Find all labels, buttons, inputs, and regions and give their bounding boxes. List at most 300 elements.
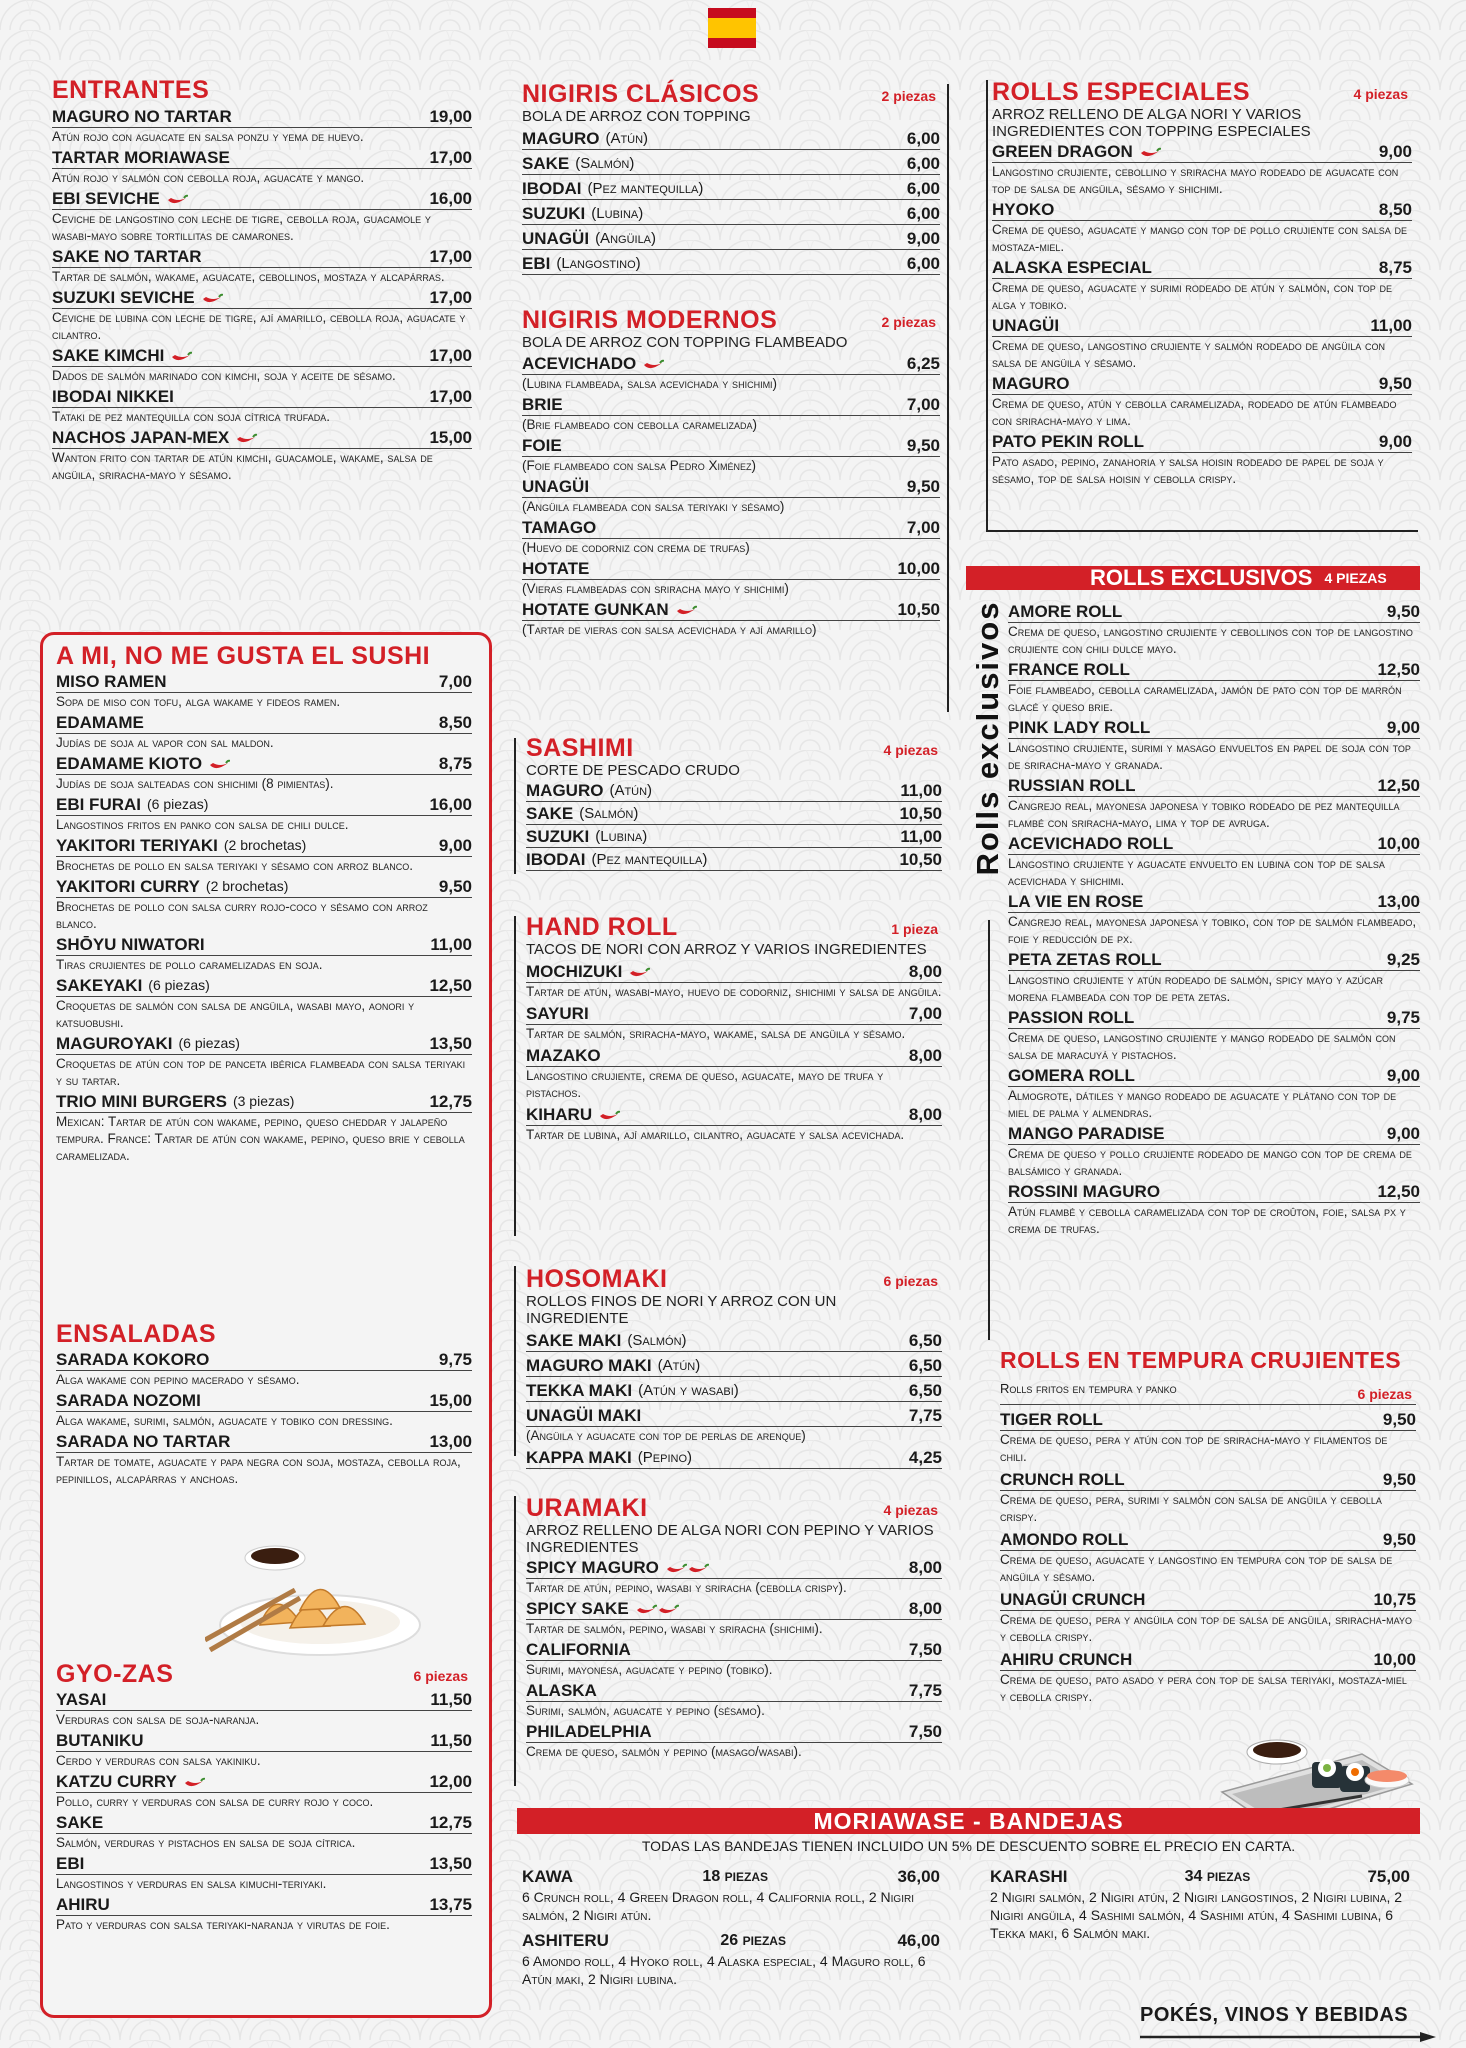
menu-item (526, 1721, 942, 1760)
item-name: PETA ZETAS ROLL (1008, 950, 1162, 969)
item-price: 12,75 (429, 1092, 472, 1111)
item-name-group (522, 153, 634, 174)
item-name: SAKE KIMCHI (52, 346, 165, 365)
menu-item (522, 253, 940, 275)
item-name: FOIE (522, 436, 562, 455)
item-price: 10,75 (1373, 1590, 1416, 1609)
chili-icon (170, 349, 192, 363)
item-row (526, 1405, 942, 1427)
item-name-group (1000, 1409, 1103, 1430)
tray-price: 36,00 (897, 1867, 940, 1886)
pieces-label: 4 piezas (1353, 86, 1408, 102)
item-name-group (52, 427, 257, 448)
item-row (526, 849, 942, 871)
item-row (526, 1447, 942, 1469)
tray-count-group (1185, 1866, 1251, 1888)
item-name: SPICY MAGURO (526, 1558, 659, 1577)
item-row (522, 476, 940, 498)
item-price: 9,00 (906, 229, 940, 248)
menu-item (526, 1557, 942, 1596)
item-description: Tartar de tomate, aguacate y papa negra con soja, mostaza, cebolla roja, pepinillos, alcapárras y anchoas. (56, 1454, 461, 1486)
item-row (1000, 1649, 1416, 1671)
item-name-group (56, 1390, 201, 1411)
item-row (1008, 717, 1420, 739)
item-name-group (992, 199, 1054, 220)
item-name-group (526, 1355, 700, 1376)
item-name-group (56, 753, 230, 774)
item-note: (Lubina) (591, 205, 644, 222)
item-name-group (992, 315, 1059, 336)
divider (514, 1496, 516, 1786)
pieces-label: 2 piezas (881, 88, 936, 104)
section-no-sushi (56, 642, 472, 1166)
item-price: 6,00 (906, 254, 940, 273)
item-list (56, 1349, 472, 1487)
item-name: KAPPA MAKI (526, 1448, 632, 1467)
item-price: 6,25 (906, 354, 940, 373)
item-list (56, 1689, 472, 1933)
item-name: GREEN DRAGON (992, 142, 1133, 161)
item-name: SAYURI (526, 1004, 589, 1023)
item-note: (Atún) (609, 782, 653, 799)
divider (514, 1266, 516, 1456)
section-title: A MI, NO ME GUSTA EL SUSHI (56, 642, 431, 670)
item-description: (Angüila flambeada con salsa teriyaki y sésamo) (522, 499, 785, 514)
menu-item (52, 188, 472, 244)
item-name-group (522, 353, 664, 374)
item-name: ACEVICHADO (522, 354, 637, 373)
item-row (56, 975, 472, 997)
item-name-group (1008, 775, 1136, 796)
item-name-group (526, 780, 652, 801)
section-sashimi (526, 734, 942, 871)
item-name: AHIRU (56, 1895, 110, 1914)
item-name: SHŌYU NIWATORI (56, 935, 205, 954)
item-name: MISO RAMEN (56, 672, 167, 691)
menu-item (56, 1349, 472, 1388)
item-price: 17,00 (429, 288, 472, 307)
item-row (1008, 775, 1420, 797)
pieces-label: 6 piezas (1357, 1386, 1412, 1402)
item-price: 9,00 (1378, 142, 1412, 161)
item-name-group (522, 203, 643, 224)
item-description: Ceviche de lubina con leche de tigre, ají amarillo, cebolla roja, aguacate y cilantro. (52, 310, 466, 342)
item-row (526, 1680, 942, 1702)
item-description: Tartar de lubina, ají amarillo, cilantro, aguacate y salsa acevichada. (526, 1127, 905, 1142)
item-name-group (56, 1812, 103, 1833)
item-list (1000, 1409, 1416, 1705)
section-title: ENSALADAS (56, 1320, 217, 1348)
item-note: (Salmón) (575, 155, 635, 172)
pieces-label: 4 piezas (883, 1502, 938, 1518)
menu-item (1008, 949, 1420, 1005)
menu-item (526, 961, 942, 1000)
item-price: 17,00 (429, 148, 472, 167)
section-title: ROLLS ESPECIALES (992, 78, 1251, 106)
item-name: LA VIE EN ROSE (1008, 892, 1144, 911)
section-title: HAND ROLL (526, 913, 678, 941)
section-subtitle: TACOS DE NORI CON ARROZ Y VARIOS INGREDIENTES (526, 941, 927, 958)
arrow-right-icon (1140, 2032, 1436, 2042)
tray-count: 18 (702, 1868, 721, 1885)
menu-item (526, 1680, 942, 1719)
menu-item (1000, 1649, 1416, 1705)
item-name-group (522, 253, 641, 274)
item-row (56, 753, 472, 775)
item-price: 6,00 (906, 129, 940, 148)
section-gyozas (56, 1660, 472, 1935)
item-price: 15,00 (429, 428, 472, 447)
item-description: Pato y verduras con salsa teriyaki-naranja y virutas de foie. (56, 1917, 390, 1932)
item-price: 9,50 (1382, 1470, 1416, 1489)
item-price: 19,00 (429, 107, 472, 126)
item-price: 8,00 (908, 962, 942, 981)
section-title: NIGIRIS CLÁSICOS (522, 80, 760, 108)
item-name: SAKE (56, 1813, 104, 1832)
item-name: ROSSINI MAGURO (1008, 1182, 1161, 1201)
item-name: EDAMAME KIOTO (56, 754, 203, 773)
item-name-group (56, 712, 144, 733)
item-name: BRIE (522, 395, 563, 414)
item-row (52, 106, 472, 128)
item-price: 10,00 (1373, 1650, 1416, 1669)
item-row (526, 1380, 942, 1402)
item-name-group (522, 128, 648, 149)
item-note: (Atún y wasabi) (638, 1382, 739, 1399)
item-price: 12,50 (429, 976, 472, 995)
item-description: Crema de queso, aguacate y langostino en tempura con top de salsa de angüila y sésamo. (1000, 1552, 1393, 1584)
item-name: ACEVICHADO ROLL (1008, 834, 1174, 853)
item-name: IBODAI NIKKEI (52, 387, 174, 406)
tray-description: 6 Crunch roll, 4 Green Dragon roll, 4 California roll, 2 Nigiri salmón, 2 Nigiri atún. (522, 1889, 914, 1923)
item-name: YAKITORI CURRY (56, 877, 200, 896)
item-name-group (522, 228, 656, 249)
item-row (1008, 1181, 1420, 1203)
item-row (522, 228, 940, 250)
item-name: UNAGÜI (522, 229, 590, 248)
item-name-group (1008, 1123, 1164, 1144)
item-note: (2 brochetas) (205, 878, 289, 894)
item-name-group (992, 373, 1069, 394)
section-title: MORIAWASE - BANDEJAS (813, 1808, 1124, 1834)
item-row (522, 435, 940, 457)
item-description: Pollo, curry y verduras con salsa de curry rojo y coco. (56, 1794, 374, 1809)
item-row (1008, 891, 1420, 913)
item-description: Langostino crujiente, cebollino y sriracha mayo rodeado de aguacate con top de salsa de angüila, sésamo y shichimi. (992, 164, 1399, 196)
menu-item (526, 1355, 942, 1377)
menu-item (992, 373, 1412, 429)
item-name-group (1008, 891, 1143, 912)
item-name: NACHOS JAPAN-MEX (52, 428, 230, 447)
item-row (1008, 1123, 1420, 1145)
tray-unit: PIEZAS (724, 1870, 769, 1884)
item-row (56, 1730, 472, 1752)
tray-count: 26 (720, 1932, 739, 1949)
item-price: 12,75 (429, 1813, 472, 1832)
section-title: HOSOMAKI (526, 1265, 668, 1293)
item-list (526, 1557, 942, 1760)
menu-item (522, 558, 940, 597)
item-description: Crema de queso, pato asado y pera con top de salsa teriyaki, mostaza-miel y cebolla crispy. (1000, 1672, 1407, 1704)
item-note: (6 piezas) (148, 977, 210, 993)
item-note: (Pez mantequilla) (591, 851, 708, 868)
item-description: Ceviche de langostino con leche de tigre, cebolla roja, guacamole y wasabi-mayo sobre tortillitas de camarones. (52, 211, 431, 243)
menu-item (52, 106, 472, 145)
item-name-group (526, 803, 638, 824)
section-hosomaki (526, 1265, 942, 1469)
item-name-group (52, 345, 192, 366)
menu-item (522, 353, 940, 392)
item-description: Tiras crujientes de pollo caramelizadas en soja. (56, 957, 323, 972)
menu-item (992, 315, 1412, 371)
menu-item (56, 934, 472, 973)
item-name-group (526, 1721, 652, 1742)
menu-item (52, 386, 472, 425)
item-description: Judías de soja salteadas con shichimi (8 pimientas). (56, 776, 334, 791)
item-name: CALIFORNIA (526, 1640, 631, 1659)
item-row (56, 1091, 472, 1113)
item-description: Atún rojo y salmón con cebolla roja, aguacate y mango. (52, 170, 365, 185)
item-name-group (56, 671, 167, 692)
item-price: 12,50 (1377, 660, 1420, 679)
menu-item (526, 1639, 942, 1678)
item-name-group (526, 1104, 620, 1125)
item-name: SUZUKI SEVICHE (52, 288, 195, 307)
menu-item (992, 199, 1412, 255)
moriawase-note: TODAS LAS BANDEJAS TIENEN INCLUIDO UN 5% DE DESCUENTO SOBRE EL PRECIO EN CARTA. (641, 1838, 1296, 1854)
menu-item (1008, 601, 1420, 657)
item-description: Almogrote, dátiles y mango rodeado de aguacate y plátano con top de miel de palma y almendras. (1008, 1088, 1397, 1120)
item-name: KATZU CURRY (56, 1772, 177, 1791)
pieces-label: 4 PIEZAS (1324, 570, 1387, 586)
item-price: 11,50 (430, 1731, 472, 1750)
item-row (1000, 1409, 1416, 1431)
rolls-exclusivos-title (1090, 566, 1420, 590)
item-description: Langostino crujiente, surimi y masago envueltos en papel de soja con top de sriracha-mayo y granada. (1008, 740, 1411, 772)
item-price: 6,00 (906, 179, 940, 198)
item-name: SPICY SAKE (526, 1599, 629, 1618)
chili-icon (642, 357, 664, 371)
item-name-group (1000, 1529, 1128, 1550)
item-row (56, 1771, 472, 1793)
tray-price: 46,00 (897, 1931, 940, 1950)
item-name-group (52, 147, 230, 168)
footer-link[interactable]: POKÉS, VINOS Y BEBIDAS (1140, 2004, 1409, 2026)
item-price: 9,50 (1382, 1530, 1416, 1549)
item-description: Dados de salmón marinado con kimchi, soja y aceite de sésamo. (52, 368, 396, 383)
item-description: Crema de queso, pera y atún con top de sriracha-mayo y filamentos de chili. (1000, 1432, 1388, 1464)
item-price: 12,50 (1377, 776, 1420, 795)
item-name-group (1008, 949, 1162, 970)
item-row (992, 373, 1412, 395)
section-subtitle: ARROZ RELLENO DE ALGA NORI CON PEPINO Y VARIOS INGREDIENTES (526, 1522, 934, 1556)
item-row (526, 961, 942, 983)
section-title: ROLLS EXCLUSIVOS (1090, 565, 1313, 590)
item-note: (Lubina) (595, 828, 648, 845)
section-title: URAMAKI (526, 1494, 648, 1522)
item-name: FRANCE ROLL (1008, 660, 1130, 679)
item-price: 8,00 (908, 1105, 942, 1124)
menu-item (56, 876, 472, 932)
item-list (992, 141, 1412, 487)
menu-item (526, 1598, 942, 1637)
divider (988, 920, 990, 1340)
menu-item (56, 671, 472, 710)
item-price: 16,00 (429, 795, 472, 814)
item-row (52, 345, 472, 367)
item-price: 8,00 (908, 1599, 942, 1618)
item-row (1000, 1529, 1416, 1551)
item-name: HOTATE GUNKAN (522, 600, 669, 619)
chili-icon (235, 431, 257, 445)
section-rolls-especiales (992, 78, 1412, 489)
item-price: 9,00 (1386, 1066, 1420, 1085)
item-row (522, 353, 940, 375)
item-name: MOCHIZUKI (526, 962, 623, 981)
section-subtitle: BOLA DE ARROZ CON TOPPING (522, 108, 751, 125)
chili-icon (665, 1561, 709, 1575)
item-name: EBI (522, 254, 551, 273)
menu-item (526, 803, 942, 825)
item-name-group (52, 386, 174, 407)
item-row (526, 1639, 942, 1661)
item-price: 12,50 (1377, 1182, 1420, 1201)
menu-item (992, 141, 1412, 197)
divider (986, 530, 1418, 532)
item-name: IBODAI (526, 850, 586, 869)
item-price: 7,00 (438, 672, 472, 691)
item-name-group (526, 1003, 589, 1024)
item-row (526, 780, 942, 802)
item-name: SAKEYAKI (56, 976, 143, 995)
item-row (526, 803, 942, 825)
menu-item (1000, 1469, 1416, 1525)
item-price: 10,50 (899, 804, 942, 823)
item-name: YAKITORI TERIYAKI (56, 836, 218, 855)
spain-flag-icon (708, 8, 756, 48)
item-description: (Huevo de codorniz con crema de trufas) (522, 540, 750, 555)
item-name: MANGO PARADISE (1008, 1124, 1165, 1143)
item-price: 8,00 (908, 1558, 942, 1577)
tray-unit: PIEZAS (1206, 1870, 1251, 1884)
item-name-group (992, 431, 1144, 452)
item-name-group (56, 1894, 110, 1915)
item-description: Atún flambé y cebolla caramelizada con top de croûton, foie, salsa px y crema de trufas. (1008, 1204, 1406, 1236)
menu-item (56, 835, 472, 874)
item-price: 8,75 (1378, 258, 1412, 277)
item-price: 9,50 (1386, 602, 1420, 621)
item-row (1008, 1007, 1420, 1029)
item-description: Judías de soja al vapor con sal maldon. (56, 735, 274, 750)
item-row (52, 147, 472, 169)
item-description: Tartar de salmón, sriracha-mayo, wakame, salsa de angüila y sésamo. (526, 1026, 906, 1041)
item-price: 9,00 (1378, 432, 1412, 451)
chili-icon (628, 965, 650, 979)
item-note: (6 piezas) (147, 796, 209, 812)
item-name: SUZUKI (522, 204, 586, 223)
item-row (1008, 833, 1420, 855)
item-name: RUSSIAN ROLL (1008, 776, 1136, 795)
chili-icon (183, 1775, 205, 1789)
item-name-group (56, 1091, 294, 1112)
section-ensaladas (56, 1320, 472, 1489)
item-description: (Angüila y aguacate con top de perlas de arenque) (526, 1428, 806, 1443)
item-row (1008, 659, 1420, 681)
menu-item (522, 178, 940, 200)
item-name-group (1000, 1469, 1125, 1490)
tray-item (522, 1866, 940, 1924)
item-row (1008, 949, 1420, 971)
item-price: 9,00 (438, 836, 472, 855)
item-row (526, 1330, 942, 1352)
item-row (526, 1598, 942, 1620)
item-name-group (1008, 601, 1122, 622)
item-price: 7,75 (908, 1681, 942, 1700)
item-description: Surimi, mayonesa, aguacate y pepino (tobiko). (526, 1662, 773, 1677)
item-name-group (1008, 833, 1173, 854)
item-description: Langostinos y verduras en salsa kimuchi-teriyaki. (56, 1876, 327, 1891)
item-price: 9,50 (1382, 1410, 1416, 1429)
item-description: Mexican: Tartar de atún con wakame, pepino, queso cheddar y jalapeño tempura. France: Tartar de atún con wakame, pepino, queso brie y cebolla caramelizada. (56, 1114, 465, 1163)
item-name-group (56, 876, 288, 897)
menu-item (526, 780, 942, 802)
tray-count: 34 (1184, 1868, 1203, 1885)
item-row (1000, 1469, 1416, 1491)
item-name-group (526, 1330, 687, 1351)
item-name-group (526, 826, 647, 847)
menu-item (522, 476, 940, 515)
menu-item (1000, 1409, 1416, 1465)
item-row (56, 934, 472, 956)
chili-icon (635, 1602, 679, 1616)
menu-item (56, 1033, 472, 1089)
item-name: TIGER ROLL (1000, 1410, 1103, 1429)
item-name: AHIRU CRUNCH (1000, 1650, 1133, 1669)
item-name: ALASKA ESPECIAL (992, 258, 1152, 277)
tray-price: 75,00 (1367, 1867, 1410, 1886)
tray-item (522, 1930, 940, 1988)
menu-item (522, 128, 940, 150)
menu-item (526, 1405, 942, 1444)
item-name: TEKKA MAKI (526, 1381, 633, 1400)
item-name: TAMAGO (522, 518, 597, 537)
item-row (56, 1689, 472, 1711)
item-row (56, 1812, 472, 1834)
item-row (56, 671, 472, 693)
item-description: Crema de queso, pera, surimi y salmón con salsa de angüila y cebolla crispy. (1000, 1492, 1382, 1524)
pieces-label: 1 pieza (891, 921, 938, 937)
item-price: 17,00 (429, 247, 472, 266)
item-price: 11,50 (430, 1690, 472, 1709)
item-note: (Pez mantequilla) (587, 180, 704, 197)
item-description: Langostino crujiente, crema de queso, aguacate, mayo de trufa y pistachos. (526, 1068, 884, 1100)
item-name: SARADA NO TARTAR (56, 1432, 231, 1451)
item-price: 13,50 (429, 1034, 472, 1053)
item-name-group (522, 435, 562, 456)
menu-item (1008, 1123, 1420, 1179)
item-name-group (1008, 1181, 1160, 1202)
item-name-group (56, 975, 210, 996)
item-name: EBI (56, 1854, 85, 1873)
section-subtitle: ROLLOS FINOS DE NORI Y ARROZ CON UN INGREDIENTE (526, 1293, 837, 1327)
item-description: Croquetas de atún con top de panceta ibérica flambeada con salsa teriyaki y su tartar. (56, 1056, 466, 1088)
item-row (522, 153, 940, 175)
item-row (56, 712, 472, 734)
item-price: 7,00 (906, 518, 940, 537)
item-row (526, 1721, 942, 1743)
item-row (522, 178, 940, 200)
item-description: Wanton frito con tartar de atún kimchi, guacamole, wakame, salsa de angüila, sriracha-mayo y sésamo. (52, 450, 433, 482)
